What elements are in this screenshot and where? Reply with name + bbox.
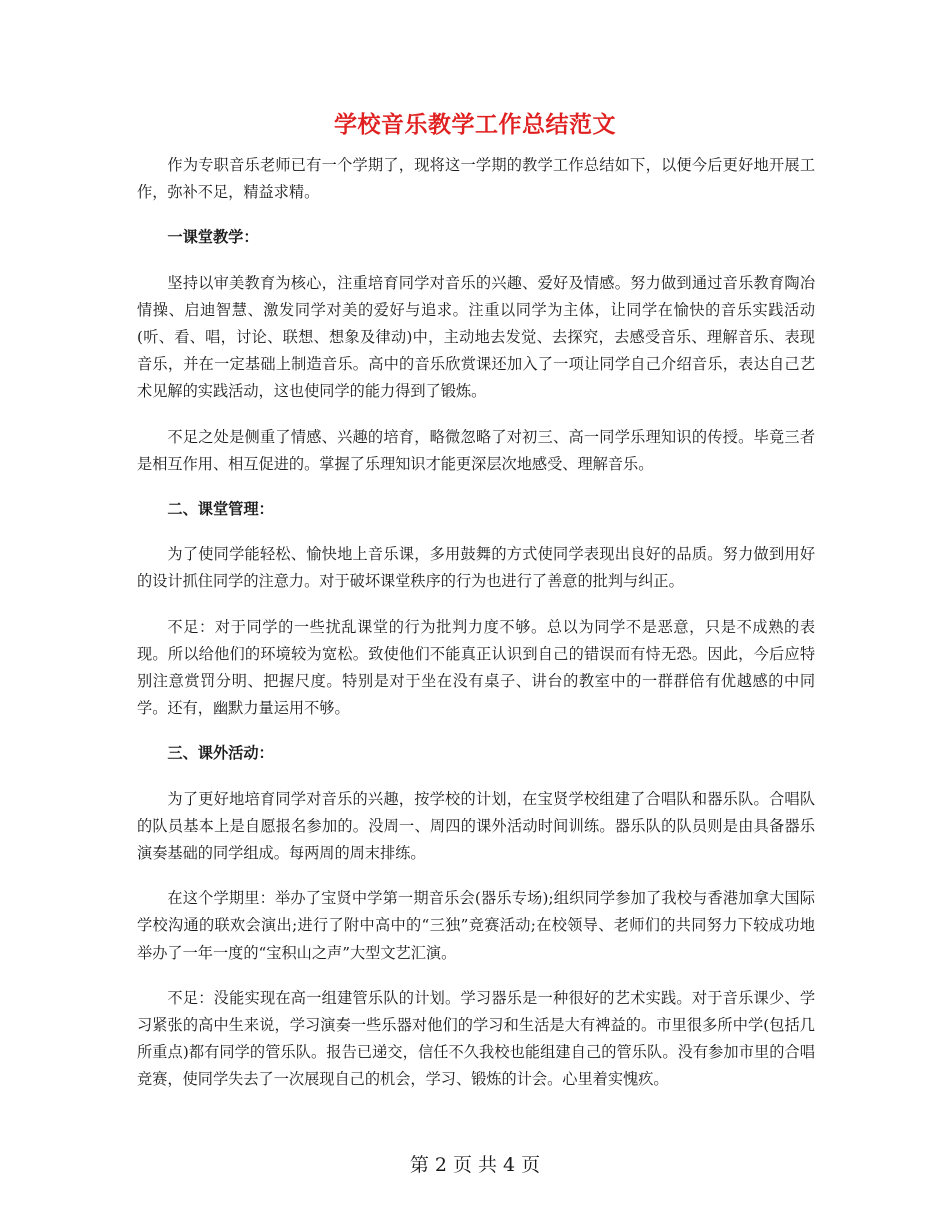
intro-paragraph: 作为专职音乐老师已有一个学期了，现将这一学期的教学工作总结如下，以便今后更好地开展工作，弥补不足，精益求精。 [137,156,815,202]
section-heading-classroom-management: 二、课堂管理： [167,500,274,519]
extracurricular-paragraph: 为了更好地培育同学对音乐的兴趣，按学校的计划，在宝贤学校组建了合唱队和器乐队。合唱队的队员基本上是自愿报名参加的。没周一、周四的课外活动时间训练。器乐队的队员则是由具备器乐演奏基础的同学组成。每两周的周末排练。 [137,789,815,863]
semester-events-paragraph: 在这个学期里：举办了宝贤中学第一期音乐会(器乐专场);组织同学参加了我校与香港加拿大国际学校沟通的联欢会演出;进行了附中高中的“三独”竞赛活动;在校领导、老师们的共同努力下较成功地举办了一年一度的“宝积山之声”大型文艺汇演。 [137,889,815,962]
page-number-footer: 第 2 页 共 4 页 [409,1154,541,1176]
document-title: 学校音乐教学工作总结范文 [334,111,616,138]
classroom-management-shortcomings-paragraph: 不足：对于同学的一些扰乱课堂的行为批判力度不够。总以为同学不是恶意，只是不成熟的表现。所以给他们的环境较为宽松。致使他们不能真正认识到自己的错误而有恃无恐。因此，今后应特别注意赏罚分明、把握尺度。特别是对于坐在没有桌子、讲台的教室中的一群群倍有优越感的中同学。还有，幽默力量运用不够。 [137,617,815,718]
section-heading-extracurricular: 三、课外活动： [167,744,274,763]
extracurricular-shortcomings-paragraph: 不足：没能实现在高一组建管乐队的计划。学习器乐是一种很好的艺术实践。对于音乐课少、学习紧张的高中生来说，学习演奏一些乐器对他们的学习和生活是大有裨益的。市里很多所中学(包括几所重点)都有同学的管乐队。报告已递交，信任不久我校也能组建自己的管乐队。没有参加市里的合唱竞赛，使同学失去了一次展现自己的机会，学习、锻炼的计会。心里着实愧疚。 [137,988,815,1089]
classroom-teaching-shortcomings-paragraph: 不足之处是侧重了情感、兴趣的培育，略微忽略了对初三、高一同学乐理知识的传授。毕竟三者是相互作用、相互促进的。掌握了乐理知识才能更深层次地感受、理解音乐。 [137,427,815,473]
section-heading-classroom-teaching: 一课堂教学： [167,228,259,247]
document-body [137,152,815,1112]
classroom-teaching-paragraph: 坚持以审美教育为核心，注重培育同学对音乐的兴趣、爱好及情感。努力做到通过音乐教育陶冶情操、启迪智慧、激发同学对美的爱好与追求。注重以同学为主体，让同学在愉快的音乐实践活动(听、看、唱，讨论、联想、想象及律动)中，主动地去发觉、去探究，去感受音乐、理解音乐、表现音乐，并在一定基础上制造音乐。高中的音乐欣赏课还加入了一项让同学自己介绍音乐，表达自己艺术见解的实践活动，这也使同学的能力得到了锻炼。 [137,273,815,401]
classroom-management-paragraph: 为了使同学能轻松、愉快地上音乐课，多用鼓舞的方式使同学表现出良好的品质。努力做到用好的设计抓住同学的注意力。对于破坏课堂秩序的行为也进行了善意的批判与纠正。 [137,545,815,591]
